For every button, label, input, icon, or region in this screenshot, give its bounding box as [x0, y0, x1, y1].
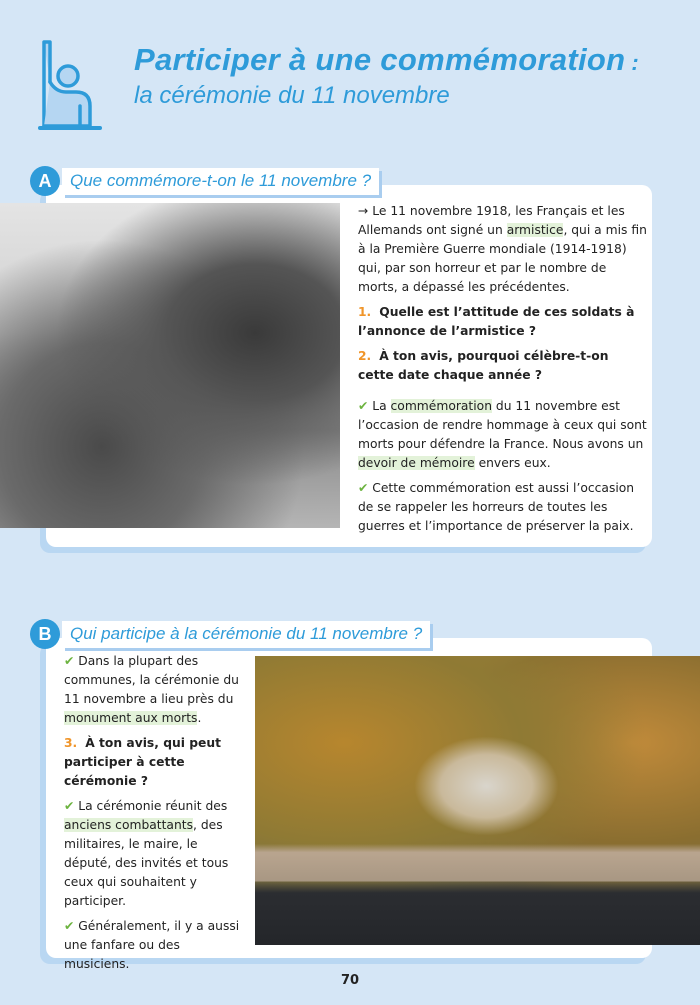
- question-text: Quelle est l’attitude de ces soldats à l’annonce de l’armistice ?: [358, 305, 635, 338]
- keyword-anciens-combattants: anciens combattants: [64, 818, 193, 832]
- question-2: [358, 347, 648, 385]
- section-a-title: Que commémore-t-on le 11 novembre ?: [62, 168, 379, 195]
- question-3: [64, 734, 246, 791]
- keyword-commemoration: commémoration: [390, 399, 492, 413]
- text: La cérémonie réunit des: [78, 799, 228, 813]
- section-b-badge: B: [30, 619, 60, 649]
- arrow-icon: →: [358, 204, 369, 218]
- section-b-title: Qui participe à la cérémonie du 11 novembre ?: [62, 621, 430, 648]
- question-text: À ton avis, pourquoi célèbre-t-on cette date chaque année ?: [358, 349, 609, 382]
- text: .: [197, 711, 202, 725]
- paragraph-commemoration: [358, 397, 648, 473]
- section-a-badge: A: [30, 166, 60, 196]
- ceremony-monument-photo: [255, 656, 700, 945]
- check-icon: ✔: [64, 654, 75, 668]
- check-icon: ✔: [358, 481, 369, 495]
- question-number: 3.: [64, 736, 78, 750]
- keyword-devoir-de-memoire: devoir de mémoire: [358, 456, 475, 470]
- text: du 11 novembre est l’occasion de rendre hommage à ceux qui sont morts pour défendre la France. Nous avons un: [358, 399, 647, 451]
- text: , des militaires, le maire, le député, des invités et tous ceux qui souhaitent y participer.: [64, 818, 229, 908]
- page-subtitle: la cérémonie du 11 novembre: [134, 82, 450, 109]
- keyword-armistice: armistice: [506, 223, 564, 237]
- text: , qui a mis fin à la Première Guerre mondiale (1914-1918) qui, par son horreur et par le nombre de morts, a dépassé les précédentes.: [358, 223, 647, 294]
- title-colon: :: [631, 50, 640, 75]
- intro-paragraph: [358, 202, 648, 297]
- text: La: [372, 399, 391, 413]
- soldiers-armistice-photo: [0, 203, 340, 528]
- title-text: Participer à une commémoration: [134, 42, 626, 77]
- question-text: À ton avis, qui peut participer à cette cérémonie ?: [64, 736, 222, 788]
- page-title: [134, 42, 639, 78]
- question-number: 1.: [358, 305, 372, 319]
- page-number: 70: [340, 973, 360, 988]
- text: Cette commémoration est aussi l’occasion de se rappeler les horreurs de toutes les guerres et l’importance de préserver la paix.: [358, 481, 635, 533]
- paragraph-musicians: [64, 917, 246, 974]
- check-icon: ✔: [64, 919, 75, 933]
- check-icon: ✔: [358, 399, 369, 413]
- text: envers eux.: [474, 456, 551, 470]
- text: Dans la plupart des communes, la cérémonie du 11 novembre a lieu près du: [64, 654, 239, 706]
- paragraph-participants: [64, 797, 246, 911]
- section-b-text: [64, 652, 246, 980]
- question-number: 2.: [358, 349, 372, 363]
- text: Généralement, il y a aussi une fanfare ou des musiciens.: [64, 919, 240, 971]
- check-icon: ✔: [64, 799, 75, 813]
- paragraph-monument: [64, 652, 246, 728]
- keyword-monument-aux-morts: monument aux morts: [64, 711, 198, 725]
- paragraph-peace: [358, 479, 648, 536]
- section-a-text: [358, 202, 648, 542]
- raised-hand-icon: [38, 38, 102, 132]
- question-1: [358, 303, 648, 341]
- text: Le 11 novembre 1918, les Français et les Allemands ont signé un: [358, 204, 625, 237]
